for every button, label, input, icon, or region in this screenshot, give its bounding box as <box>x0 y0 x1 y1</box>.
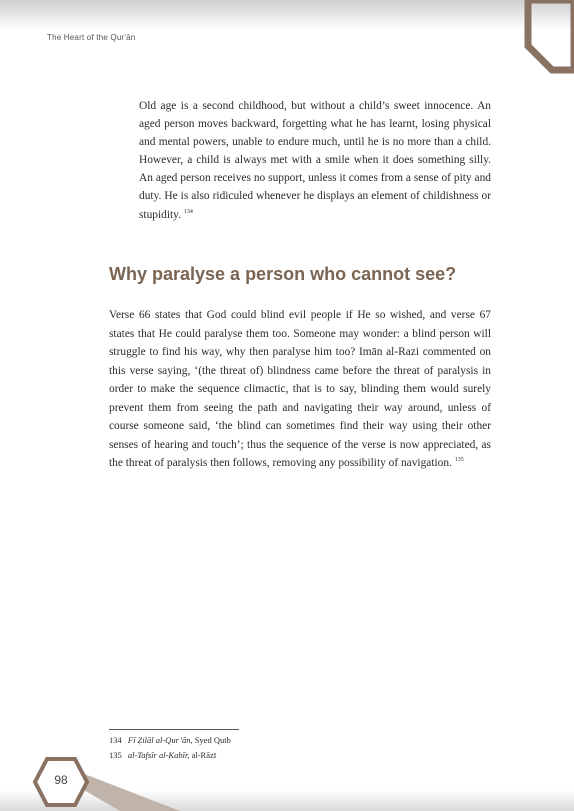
footnote-number: 135 <box>109 749 122 760</box>
footnote-divider <box>109 729 239 730</box>
footnote-title: al-Tafsīr al-Kabīr, <box>127 749 190 760</box>
footnote-author: al-Rāzī <box>191 749 217 760</box>
quote-text: Old age is a second childhood, but without a child’s sweet innocence. An aged person moves backward, forgetting what he has learnt, losing physical and mental powers, unable to endure much, until he is no more than a child. However, a child is always met with a smile when it does something silly. An aged person receives no support, unless it comes from a sense of pity and duty. He is also ridiculed whenever he displays an element of childishness or stupidity. <box>139 100 491 221</box>
footnote-134 <box>109 733 231 748</box>
footnote-135 <box>109 748 231 763</box>
footnote-ref-134: 134 <box>183 208 193 215</box>
header-band <box>0 0 574 30</box>
section-heading: Why paralyse a person who cannot see? <box>109 264 457 284</box>
footnote-ref-135: 135 <box>454 457 464 464</box>
footnote-author: Syed Qutb <box>194 735 231 745</box>
footnote-title: Fī Ẓilāl al-Qur’ān, <box>127 735 193 745</box>
footnotes <box>109 733 231 762</box>
corner-hexagon-ornament <box>522 0 574 78</box>
running-header: The Heart of the Qur'ān <box>47 33 136 42</box>
page-number: 98 <box>54 773 68 787</box>
footnote-number: 134 <box>109 735 122 745</box>
body-paragraph <box>109 306 491 473</box>
paragraph-text: Verse 66 states that God could blind evil people if He so wished, and verse 67 states that He could paralyse them too. Someone may wonder: a blind person will struggle to find his way, why then paralyse him too? Imān al-Razi commented on this verse saying, ‘(the threat of) blindness came before the threat of paralysis in order to make the sequence climactic, that is to say, blinding them would surely prevent them from seeing the path and navigating their way around, unless of course someone said, ‘the blind can sometimes find their way using their other senses of hearing and touch’; thus the sequence of the verse is now appreciated, as the threat of paralysis then follows, removing any possibility of navigation. <box>109 309 491 469</box>
block-quote <box>139 97 491 224</box>
